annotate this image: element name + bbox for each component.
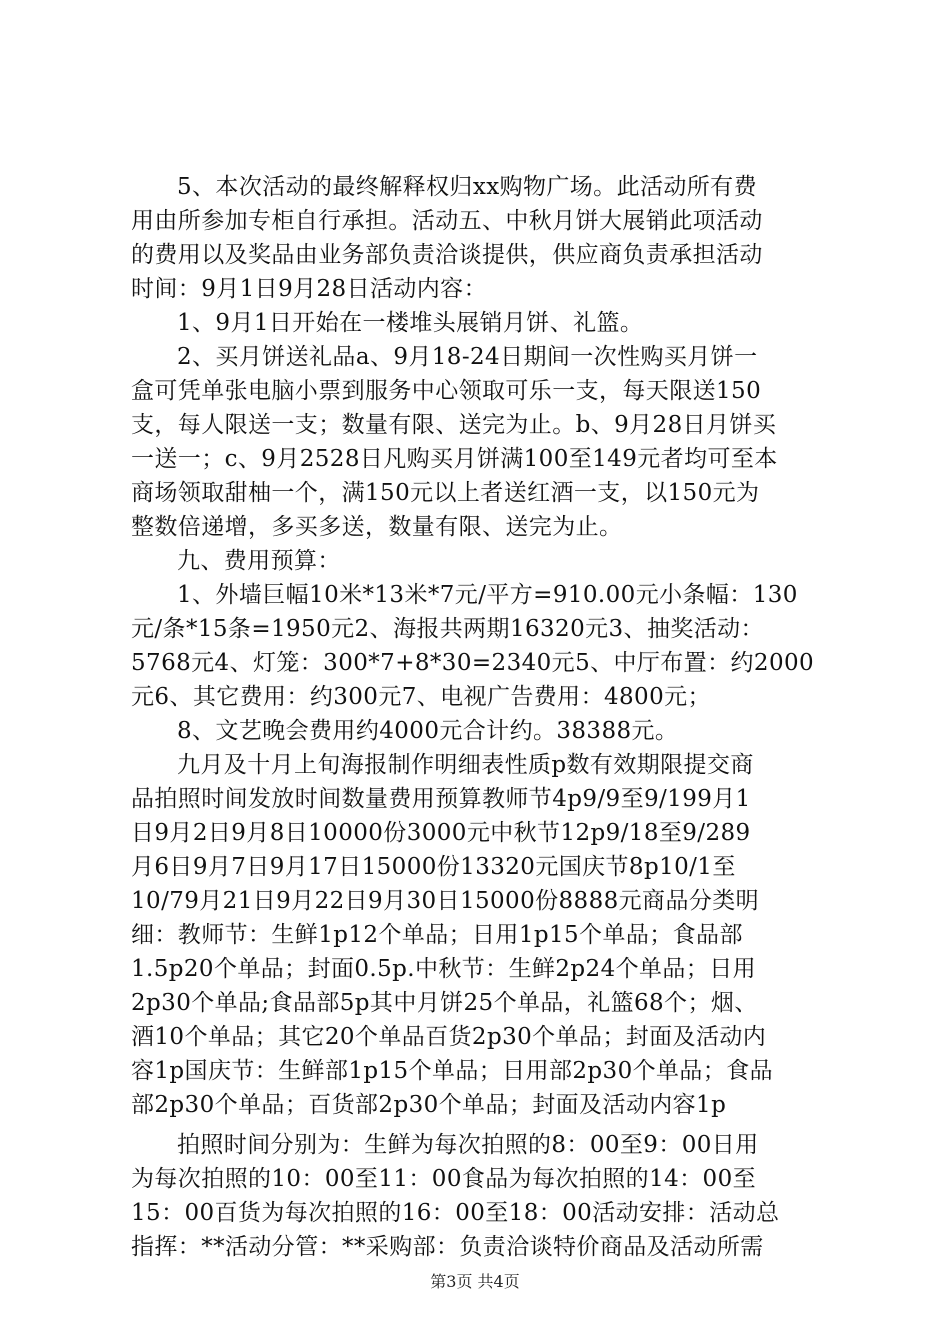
paragraph-line: 15：00百货为每次拍照的16：00至18：00活动安排：活动总 bbox=[131, 1200, 780, 1226]
paragraph-line: 细：教师节：生鲜1p12个单品；日用1p15个单品；食品部 bbox=[131, 922, 743, 948]
paragraph-line: 10/79月21日9月22日9月30日15000份8888元商品分类明 bbox=[131, 888, 760, 914]
paragraph-line: 一送一；c、9月2528日凡购买月饼满100至149元者均可至本 bbox=[131, 446, 778, 472]
paragraph-line: 1.5p20个单品；封面0.5p.中秋节：生鲜2p24个单品；日用 bbox=[131, 956, 757, 982]
paragraph-line: 拍照时间分别为：生鲜为每次拍照的8：00至9：00日用 bbox=[177, 1132, 759, 1158]
paragraph-line: 日9月2日9月8日10000份3000元中秋节12p9/18至9/289 bbox=[131, 820, 751, 846]
section-heading: 九、费用预算： bbox=[177, 548, 341, 574]
paragraph-line: 容1p国庆节：生鲜部1p15个单品；日用部2p30个单品；食品 bbox=[131, 1058, 774, 1084]
paragraph-line: 支，每人限送一支；数量有限、送完为止。b、9月28日月饼买 bbox=[131, 412, 777, 438]
paragraph-line: 5、本次活动的最终解释权归xx购物广场。此活动所有费 bbox=[177, 174, 757, 200]
paragraph-line: 的费用以及奖品由业务部负责洽谈提供，供应商负责承担活动 bbox=[131, 242, 763, 268]
paragraph-line: 为每次拍照的10：00至11：00食品为每次拍照的14：00至 bbox=[131, 1166, 756, 1192]
paragraph-line: 时间：9月1日9月28日活动内容： bbox=[131, 276, 487, 302]
paragraph-line: 酒10个单品；其它20个单品百货2p30个单品；封面及活动内 bbox=[131, 1024, 767, 1050]
page-number-footer: 第3页 共4页 bbox=[430, 1272, 520, 1291]
paragraph-line: 整数倍递增，多买多送，数量有限、送完为止。 bbox=[131, 514, 623, 540]
paragraph-line: 2p30个单品;食品部5p其中月饼25个单品，礼篮68个；烟、 bbox=[131, 990, 758, 1016]
paragraph-line: 盒可凭单张电脑小票到服务中心领取可乐一支，每天限送150 bbox=[131, 378, 762, 404]
paragraph-line: 用由所参加专柜自行承担。活动五、中秋月饼大展销此项活动 bbox=[131, 208, 763, 234]
paragraph-line: 2、买月饼送礼品a、9月18-24日期间一次性购买月饼一 bbox=[177, 344, 758, 370]
paragraph-line: 1、外墙巨幅10米*13米*7元/平方=910.00元小条幅：130 bbox=[177, 582, 798, 608]
paragraph-line: 月6日9月7日9月17日15000份13320元国庆节8p10/1至 bbox=[131, 854, 736, 880]
document-body bbox=[131, 170, 831, 1264]
paragraph-line: 元/条*15条=1950元2、海报共两期16320元3、抽奖活动： bbox=[131, 616, 764, 642]
paragraph-line: 元6、其它费用：约300元7、电视广告费用：4800元； bbox=[131, 684, 711, 710]
paragraph-line: 九月及十月上旬海报制作明细表性质p数有效期限提交商 bbox=[177, 752, 754, 778]
paragraph-line: 品拍照时间发放时间数量费用预算教师节4p9/9至9/199月1 bbox=[131, 786, 751, 812]
paragraph-line: 5768元4、灯笼：300*7+8*30=2340元5、中厅布置：约2000 bbox=[131, 650, 815, 676]
paragraph-line: 商场领取甜柚一个，满150元以上者送红酒一支，以150元为 bbox=[131, 480, 760, 506]
paragraph-line: 8、文艺晚会费用约4000元合计约。38388元。 bbox=[177, 718, 679, 744]
paragraph-line: 指挥：**活动分管：**采购部：负责洽谈特价商品及活动所需 bbox=[131, 1234, 764, 1260]
paragraph-line: 部2p30个单品；百货部2p30个单品；封面及活动内容1p bbox=[131, 1092, 727, 1118]
paragraph-line: 1、9月1日开始在一楼堆头展销月饼、礼篮。 bbox=[177, 310, 644, 336]
